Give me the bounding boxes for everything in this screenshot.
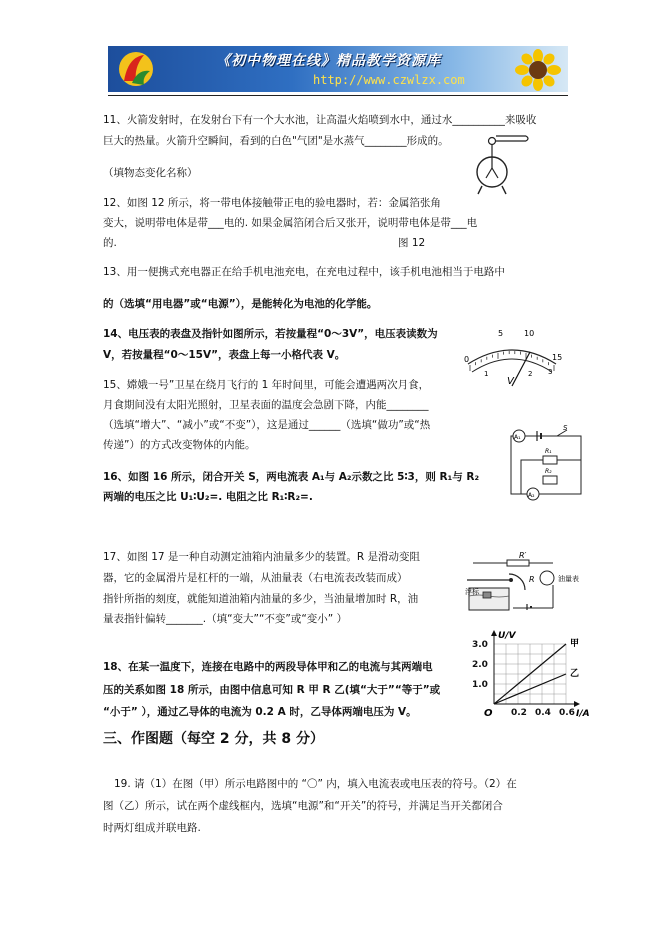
dial-label-10: 10 bbox=[524, 329, 535, 338]
q12-line3: 的. bbox=[103, 237, 117, 249]
chart-x-tick-label: 0.6 bbox=[559, 708, 575, 718]
q15-line4: 传递”）的方式改变物体的内能。 bbox=[103, 439, 256, 451]
chart-series-label-1: 乙 bbox=[570, 669, 580, 679]
sunflower-icon bbox=[516, 50, 560, 90]
q18-line3: “小于” ），通过乙导体的电流为 0.2 A 时，乙导体两端电压为 V。 bbox=[103, 706, 417, 718]
q16-line1: 16、如图 16 所示，闭合开关 S，两电流表 A₁与 A₂示数之比 5∶3，则 R₁与 R₂ bbox=[103, 471, 480, 483]
dial-label-3: 3 bbox=[548, 368, 553, 376]
chart-y-tick-label: 2.0 bbox=[472, 660, 488, 670]
q11-line1: 11、火箭发射时，在发射台下有一个大水池，让高温火焰喷到水中，通过水__________来吸收 bbox=[103, 114, 537, 126]
q15-line3: （选填“增大”、“减小”或“不变”），这是通过______（选填“做功”或“热 bbox=[103, 419, 431, 431]
q13-line2: 的（选填“用电器”或“电源”），是能转化为电池的化学能。 bbox=[103, 298, 378, 310]
logo-icon bbox=[114, 49, 158, 89]
q18-line2: 压的关系如图 18 所示，由图中信息可知 R 甲 R 乙(填“大于”“等于”或 bbox=[103, 684, 441, 696]
circuit-label-r2: R₂ bbox=[545, 468, 552, 475]
voltmeter-dial bbox=[462, 322, 562, 388]
chart-series-label-0: 甲 bbox=[570, 639, 580, 649]
q19-line1: 19. 请（1）在图（甲）所示电路图中的 “〇” 内，填入电流表或电压表的符号。（2）在 bbox=[114, 778, 517, 790]
dial-label-1: 1 bbox=[484, 370, 489, 378]
q19-line3: 时两灯组成并联电路. bbox=[103, 822, 201, 834]
header-title: 《初中物理在线》精品教学资源库 bbox=[216, 53, 441, 69]
q19-line2: 图（乙）所示，试在两个虚线框内，选填“电源”和“开关”的符号，并满足当开关都闭合 bbox=[103, 800, 503, 812]
dial-needle bbox=[512, 352, 533, 386]
dial-label-2: 2 bbox=[528, 370, 533, 378]
q13-line1: 13、用一便携式充电器正在给手机电池充电，在充电过程中，该手机电池相当于电路中 bbox=[103, 266, 505, 278]
chart-x-tick-label: 0.2 bbox=[511, 708, 527, 718]
header-rule bbox=[108, 95, 568, 96]
chart-origin: O bbox=[484, 708, 493, 719]
electroscope-figure bbox=[468, 132, 528, 198]
q17-line4: 量表指针偏转_______.（填“变大”“不变”或“变小” ） bbox=[103, 613, 348, 625]
q17-line1: 17、如图 17 是一种自动测定油箱内油量多少的装置。R 是滑动变阻 bbox=[103, 551, 421, 563]
circuit-figure-16 bbox=[505, 424, 585, 504]
circuit-label-r1: R₁ bbox=[545, 448, 552, 455]
q14-line1: 14、电压表的表盘及指针如图所示，若按量程“0～3V”，电压表读数为 bbox=[103, 328, 438, 340]
dial-label-v: V bbox=[507, 376, 514, 387]
circuit-label-s: S bbox=[563, 424, 568, 432]
dial-label-15: 15 bbox=[552, 353, 563, 362]
q12-line2: 变大，说明带电体是带___电的. 如果金属箔闭合后又张开，说明带电体是带___电 bbox=[103, 217, 478, 229]
fig17-label-rprime: R′ bbox=[519, 551, 527, 560]
chart-y-tick-label: 1.0 bbox=[472, 680, 488, 690]
dial-label-0: 0 bbox=[464, 355, 470, 364]
chart-x-tick-label: 0.4 bbox=[535, 708, 551, 718]
q17-line2: 器，它的金属滑片是杠杆的一端，从油量表（右电流表改装而成） bbox=[103, 572, 408, 584]
q14-line2: V，若按量程“0～15V”，表盘上每一小格代表 V。 bbox=[103, 349, 346, 361]
q11-note: （填物态变化名称） bbox=[103, 167, 198, 179]
q16-line2: 两端的电压之比 U₁∶U₂=. 电阻之比 R₁∶R₂=. bbox=[103, 491, 313, 503]
header-url[interactable]: http://www.czwlzx.com bbox=[313, 73, 465, 87]
q11-line2: 巨大的热量。火箭升空瞬间，看到的白色"气团"是水蒸气________形成的。 bbox=[103, 135, 449, 147]
u-i-chart bbox=[470, 628, 590, 718]
figure-12-label: 图 12 bbox=[398, 237, 426, 249]
fig17-label-gauge: 油量表 bbox=[558, 575, 579, 583]
chart-ylabel: U/V bbox=[498, 631, 516, 641]
header-banner bbox=[108, 46, 568, 92]
q15-line1: 15、嫦娥一号”卫星在绕月飞行的 1 年时间里，可能会遭遇两次月食， bbox=[103, 379, 430, 391]
fig17-label-float: 浮标 bbox=[465, 588, 479, 596]
circuit-label-a1: A₁ bbox=[514, 434, 521, 441]
chart-y-tick-label: 3.0 bbox=[472, 640, 488, 650]
q15-line2: 月食期间没有太阳光照射，卫星表面的温度会急剧下降，内能________ bbox=[103, 399, 429, 411]
oil-gauge-figure bbox=[463, 548, 579, 614]
fig17-label-r: R bbox=[529, 575, 535, 584]
circuit-label-a2: A₂ bbox=[528, 492, 535, 499]
q18-line1: 18、在某一温度下，连接在电路中的两段导体甲和乙的电流与其两端电 bbox=[103, 661, 433, 673]
chart-xlabel: I/A bbox=[576, 709, 590, 719]
dial-label-5: 5 bbox=[498, 329, 504, 338]
q17-line3: 指针所指的刻度，就能知道油箱内油量的多少，当油量增加时 R，油 bbox=[103, 593, 419, 605]
q12-line1: 12、如图 12 所示，将一带电体接触带正电的验电器时，若：金属箔张角 bbox=[103, 197, 441, 209]
section3-heading: 三、作图题（每空 2 分，共 8 分） bbox=[103, 731, 324, 747]
